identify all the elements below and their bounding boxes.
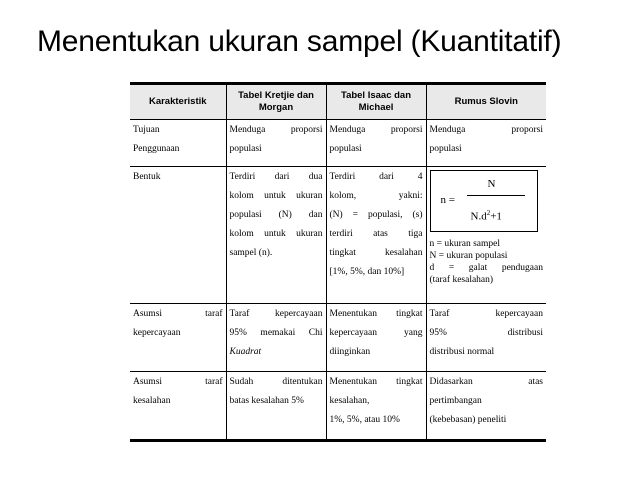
cell-karakteristik: Tujuan Penggunaan: [130, 120, 226, 167]
cell-karakteristik: Asumsi taraf kepercayaan: [130, 303, 226, 371]
header-rumus-slovin: Rumus Slovin: [426, 84, 546, 120]
cell-morgan: Menduga proporsi populasi: [226, 120, 326, 167]
fraction-bar: [467, 195, 525, 196]
header-kretjie-morgan: Tabel Kretjie dan Morgan: [226, 84, 326, 120]
cell-slovin: [426, 166, 546, 303]
cell-karakteristik: Bentuk: [130, 166, 226, 303]
slide-title: Menentukan ukuran sampel (Kuantitatif): [37, 25, 562, 58]
cell-slovin: Didasarkan atas pertimbangan (kebebasan) peneliti: [426, 371, 546, 440]
cell-karakteristik: Asumsi taraf kesalahan: [130, 371, 226, 440]
slovin-notes: n = ukuran sampel N = ukuran populasi d = galat pendugaan (taraf kesalahan): [429, 238, 543, 285]
cell-isaac: Menentukan tingkat kepercayaan yang diinginkan: [326, 303, 426, 371]
table-header-row: [130, 84, 546, 120]
header-isaac-michael: Tabel Isaac dan Michael: [326, 84, 426, 120]
table-row: [130, 120, 546, 167]
cell-morgan: Taraf kepercayaan 95% memakai Chi Kuadrat: [226, 303, 326, 371]
cell-slovin: Menduga proporsi populasi: [426, 120, 546, 167]
comparison-table: [130, 82, 546, 442]
table-row: [130, 371, 546, 440]
slovin-formula: [430, 170, 538, 232]
table-row: [130, 166, 546, 303]
formula-denominator: $N.d^2+1$: [470, 208, 502, 223]
formula-numerator: N: [487, 177, 496, 190]
header-karakteristik: Karakteristik: [130, 84, 226, 120]
formula-lhs: n =: [440, 193, 455, 206]
cell-slovin: Taraf kepercayaan 95% distribusi distribusi normal: [426, 303, 546, 371]
cell-morgan: Terdiri dari dua kolom untuk ukuran populasi (N) dan kolom untuk ukuran sampel (n).: [226, 166, 326, 303]
cell-isaac: Terdiri dari 4 kolom, yakni: (N) = populasi, (s) terdiri atas tiga tingkat kesalahan [1%, 5%, dan 10%]: [326, 166, 426, 303]
cell-morgan: Sudah ditentukan batas kesalahan 5%: [226, 371, 326, 440]
cell-isaac: Menduga proporsi populasi: [326, 120, 426, 167]
cell-isaac: Menentukan tingkat kesalahan, 1%, 5%, atau 10%: [326, 371, 426, 440]
table-row: [130, 303, 546, 371]
